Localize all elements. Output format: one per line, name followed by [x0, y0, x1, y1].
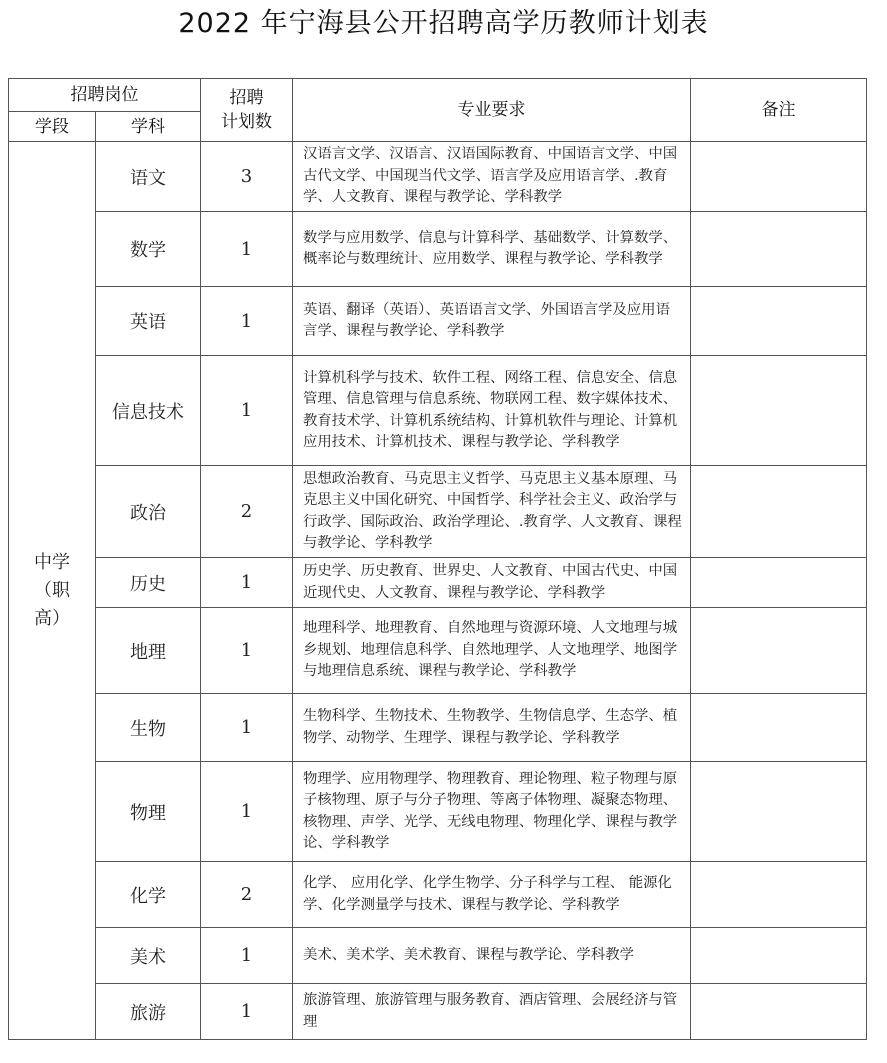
- subject-cell: 生物: [96, 694, 201, 762]
- note-cell: [691, 762, 867, 862]
- table-row: [9, 287, 867, 356]
- table-row: [9, 984, 867, 1040]
- requirement-cell: 数学与应用数学、信息与计算科学、基础数学、计算数学、概率论与数理统计、应用数学、课程与教学论、学科教学: [293, 212, 691, 287]
- subject-cell: 化学: [96, 862, 201, 928]
- table-row: [9, 694, 867, 762]
- note-cell: [691, 356, 867, 466]
- header-requirement: 专业要求: [293, 79, 691, 142]
- requirement-cell: 物理学、应用物理学、物理教育、理论物理、粒子物理与原子核物理、原子与分子物理、等离子体物理、凝聚态物理、核物理、声学、光学、无线电物理、物理化学、课程与教学论、学科教学: [293, 762, 691, 862]
- subject-cell: 政治: [96, 466, 201, 558]
- note-cell: [691, 142, 867, 212]
- count-cell: 1: [201, 984, 293, 1040]
- header-plan-count: [201, 79, 293, 142]
- requirement-cell: 生物科学、生物技术、生物教学、生物信息学、生态学、植物学、动物学、生理学、课程与教学论、学科教学: [293, 694, 691, 762]
- requirement-cell: 旅游管理、旅游管理与服务教育、酒店管理、会展经济与管理: [293, 984, 691, 1040]
- table-row: [9, 142, 867, 212]
- requirement-cell: 汉语言文学、汉语言、汉语国际教育、中国语言文学、中国古代文学、中国现当代文学、语言学及应用语言学、.教育学、人文教育、课程与教学论、学科教学: [293, 142, 691, 212]
- subject-cell: 美术: [96, 928, 201, 984]
- header-position: 招聘岗位: [9, 79, 201, 112]
- page-title: 2022 年宁海县公开招聘高学历教师计划表: [178, 8, 709, 39]
- count-cell: 1: [201, 762, 293, 862]
- requirement-cell: 计算机科学与技术、软件工程、网络工程、信息安全、信息管理、信息管理与信息系统、物联网工程、数字媒体技术、教育技术学、计算机系统结构、计算机软件与理论、计算机应用技术、计算机技术、课程与教学论、学科教学: [293, 356, 691, 466]
- table-row: [9, 356, 867, 466]
- note-cell: [691, 694, 867, 762]
- subject-cell: 地理: [96, 608, 201, 694]
- count-cell: 1: [201, 356, 293, 466]
- recruitment-plan-table: [8, 78, 867, 1040]
- note-cell: [691, 984, 867, 1040]
- subject-cell: 英语: [96, 287, 201, 356]
- count-cell: 3: [201, 142, 293, 212]
- note-cell: [691, 608, 867, 694]
- table-row: [9, 762, 867, 862]
- count-cell: 1: [201, 558, 293, 608]
- note-cell: [691, 287, 867, 356]
- header-subject: 学科: [96, 112, 201, 142]
- subject-cell: 历史: [96, 558, 201, 608]
- table-row: [9, 928, 867, 984]
- requirement-cell: 地理科学、地理教育、自然地理与资源环境、人文地理与城乡规划、地理信息科学、自然地理学、人文地理学、地图学与地理信息系统、课程与教学论、学科教学: [293, 608, 691, 694]
- requirement-cell: 美术、美术学、美术教育、课程与教学论、学科教学: [293, 928, 691, 984]
- count-cell: 1: [201, 608, 293, 694]
- note-cell: [691, 466, 867, 558]
- header-plan-line1: 招聘: [229, 88, 264, 108]
- table-row: [9, 608, 867, 694]
- header-row-1: [9, 79, 867, 112]
- table-row: [9, 862, 867, 928]
- header-note: 备注: [691, 79, 867, 142]
- requirement-cell: 化学、 应用化学、化学生物学、分子科学与工程、 能源化学、化学测量学与技术、课程与教学论、学科教学: [293, 862, 691, 928]
- requirement-cell: 思想政治教育、马克思主义哲学、马克思主义基本原理、马克思主义中国化研究、中国哲学、科学社会主义、政治学与行政学、国际政治、政治学理论、.教育学、人文教育、课程与教学论、学科教学: [293, 466, 691, 558]
- count-cell: 2: [201, 466, 293, 558]
- segment-line2: （职: [34, 579, 70, 601]
- note-cell: [691, 558, 867, 608]
- count-cell: 1: [201, 928, 293, 984]
- segment-cell: [9, 142, 96, 1040]
- subject-cell: 旅游: [96, 984, 201, 1040]
- header-segment: 学段: [9, 112, 96, 142]
- count-cell: 2: [201, 862, 293, 928]
- subject-cell: 语文: [96, 142, 201, 212]
- subject-cell: 数学: [96, 212, 201, 287]
- table-row: [9, 466, 867, 558]
- count-cell: 1: [201, 694, 293, 762]
- count-cell: 1: [201, 212, 293, 287]
- table-row: [9, 212, 867, 287]
- segment-line3: 高）: [34, 607, 70, 629]
- requirement-cell: 历史学、历史教育、世界史、人文教育、中国古代史、中国近现代史、人文教育、课程与教学论、学科教学: [293, 558, 691, 608]
- requirement-cell: 英语、翻译（英语）、英语语言文学、外国语言学及应用语言学、课程与教学论、学科教学: [293, 287, 691, 356]
- subject-cell: 物理: [96, 762, 201, 862]
- note-cell: [691, 928, 867, 984]
- subject-cell: 信息技术: [96, 356, 201, 466]
- note-cell: [691, 862, 867, 928]
- note-cell: [691, 212, 867, 287]
- table-row: [9, 558, 867, 608]
- count-cell: 1: [201, 287, 293, 356]
- segment-line1: 中学: [34, 551, 70, 573]
- header-plan-line2: 计划数: [221, 112, 272, 132]
